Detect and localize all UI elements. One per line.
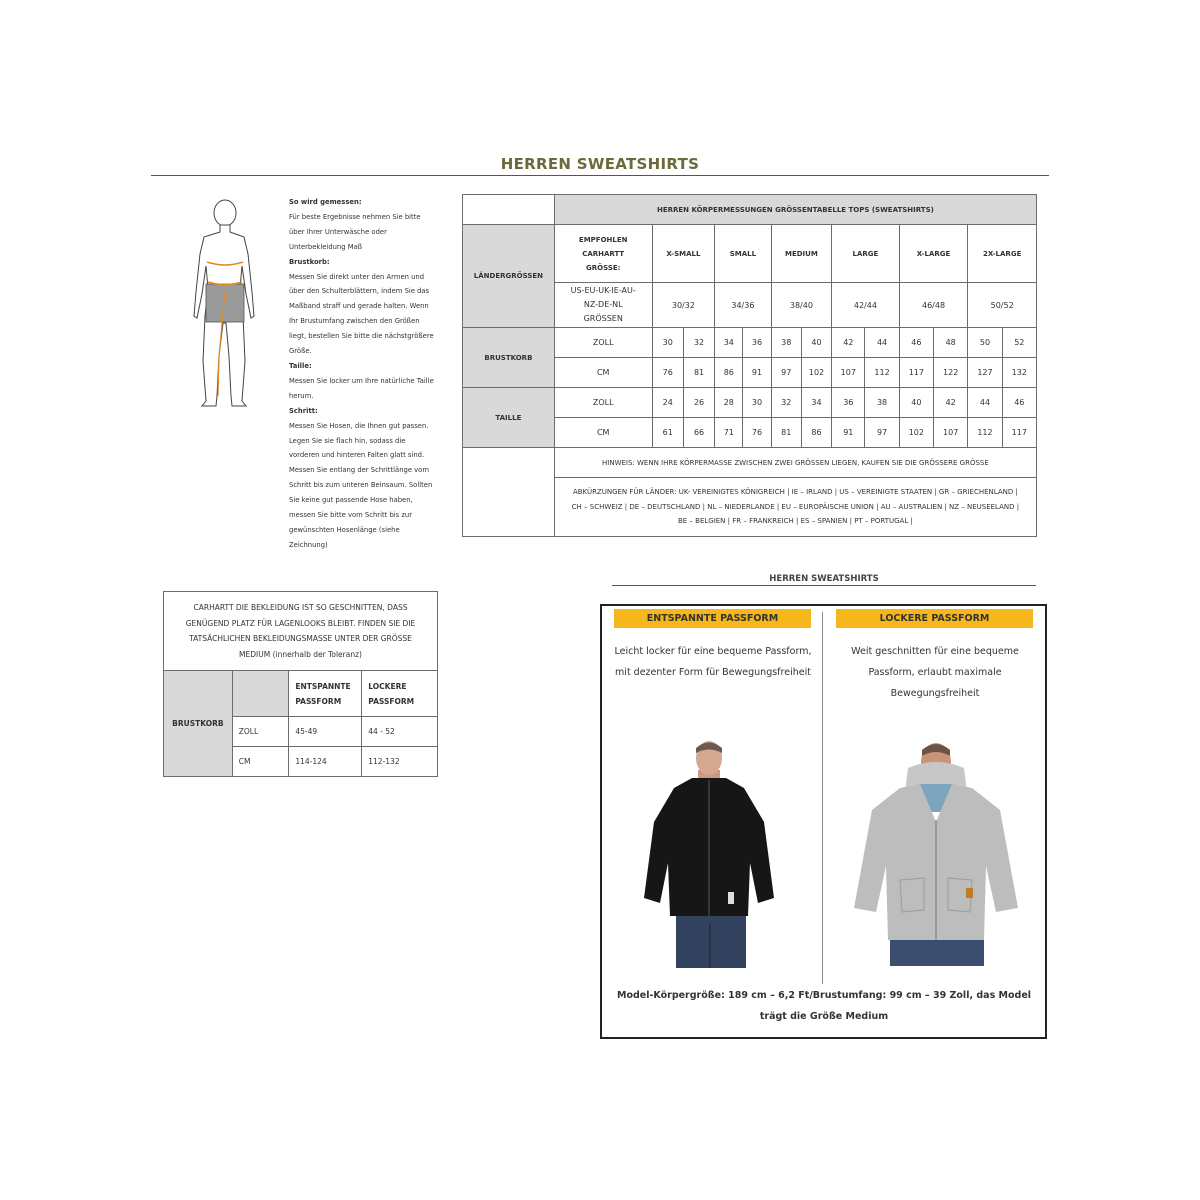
chest-inch-cell: 38	[771, 328, 801, 358]
waist-inch-cell: 24	[652, 388, 683, 418]
inseam-text: Messen Sie Hosen, die Ihnen gut passen. Legen Sie sie flach hin, sodass die vorderen und hinteren Falten glatt sind. Messen Sie entlang der Schrittlänge vom Schritt bis zum unteren Beinsaum. Sollten Sie keine gut passende Hose haben, messen Sie bitte vom Schritt bis zur gewünschten Hosenlänge (siehe Zeichnung)	[289, 421, 433, 549]
fit-column-divider	[822, 612, 823, 984]
loose-fit-model-image	[850, 740, 1025, 966]
chest-inch-row	[463, 328, 1037, 358]
fit-measurements-table	[163, 591, 438, 777]
relaxed-fit-title: ENTSPANNTE PASSFORM	[614, 609, 811, 628]
waist-inch-cell: 26	[683, 388, 714, 418]
size-note: HINWEIS: WENN IHRE KÖRPERMASSE ZWISCHEN ZWEI GRÖSSEN LIEGEN, KAUFEN SIE DIE GRÖSSERE GRÖSSE	[554, 448, 1036, 478]
chest-cm-cell: 117	[899, 358, 933, 388]
chest-cm-cell: 132	[1002, 358, 1036, 388]
waist-inch-cell: 44	[968, 388, 1002, 418]
chest-cm-cell: 112	[865, 358, 899, 388]
country-size-cell: 34/36	[715, 283, 771, 328]
waist-inch-cell: 34	[801, 388, 831, 418]
chest-inch-cell: 40	[801, 328, 831, 358]
waist-cm-cell: 97	[865, 418, 899, 448]
chest-inch-cell: 44	[865, 328, 899, 358]
chest-cm-cell: 127	[968, 358, 1002, 388]
size-header: SMALL	[715, 225, 771, 283]
chest-title: Brustkorb:	[289, 257, 330, 266]
relaxed-cm-cell: 114-124	[289, 747, 362, 777]
loose-fit-description: Weit geschnitten für eine bequeme Passform, erlaubt maximale Bewegungsfreiheit	[851, 646, 1019, 699]
waist-cm-cell: 71	[715, 418, 743, 448]
loose-cm-cell: 112-132	[362, 747, 438, 777]
country-size-label: US-EU-UK-IE-AU-NZ-DE-NL GRÖSSEN	[554, 283, 652, 328]
waist-cm-cell: 112	[968, 418, 1002, 448]
chest-cm-cell: 91	[743, 358, 771, 388]
size-header: MEDIUM	[771, 225, 832, 283]
chest-cm-cell: 76	[652, 358, 683, 388]
chest-cm-cell: 107	[832, 358, 865, 388]
chest-inch-cell: 42	[832, 328, 865, 358]
chest-inch-cell: 46	[899, 328, 933, 358]
size-header: X-SMALL	[652, 225, 715, 283]
title-rule	[151, 175, 1049, 176]
waist-cm-cell: 117	[1002, 418, 1036, 448]
waist-cm-cell: 102	[899, 418, 933, 448]
chest-text: Messen Sie direkt unter den Armen und über den Schulterblättern, indem Sie das Maßband straff und gerade halten. Wenn Ihr Brustumfang zwischen den Größen liegt, bestellen Sie bitte die nächstgrößere Größe.	[289, 272, 434, 356]
shorts-shape	[206, 284, 244, 322]
waist-inch-cell: 32	[771, 388, 801, 418]
waist-cm-cell: 91	[832, 418, 865, 448]
unit-label: ZOLL	[554, 328, 652, 358]
fit-unit-label: CM	[232, 747, 289, 777]
waist-inch-cell: 46	[1002, 388, 1036, 418]
fit-section-rule	[612, 585, 1036, 586]
note-spacer-cell	[463, 448, 555, 537]
body-measurement-figure	[188, 196, 264, 408]
chest-inch-cell: 50	[968, 328, 1002, 358]
unit-label: CM	[554, 418, 652, 448]
waist-label: TAILLE	[463, 388, 555, 448]
waist-cm-cell: 76	[743, 418, 771, 448]
chest-cm-cell: 97	[771, 358, 801, 388]
chest-inch-cell: 30	[652, 328, 683, 358]
chest-cm-cell: 86	[715, 358, 743, 388]
waist-inch-row	[463, 388, 1037, 418]
waist-cm-cell: 61	[652, 418, 683, 448]
country-size-cell: 50/52	[968, 283, 1037, 328]
relaxed-fit-description: Leicht locker für eine bequeme Passform, mit dezenter Form für Bewegungsfreiheit	[614, 646, 812, 678]
waist-inch-cell: 38	[865, 388, 899, 418]
chest-cm-cell: 102	[801, 358, 831, 388]
chest-label: BRUSTKORB	[463, 328, 555, 388]
waist-inch-cell: 30	[743, 388, 771, 418]
unit-label: CM	[554, 358, 652, 388]
chest-inch-cell: 34	[715, 328, 743, 358]
fit-section-title: HERREN SWEATSHIRTS	[769, 574, 879, 584]
waist-inch-cell: 40	[899, 388, 933, 418]
page-title: HERREN SWEATSHIRTS	[500, 155, 700, 173]
table-title: HERREN KÖRPERMESSUNGEN GRÖSSENTABELLE TOPS (SWEATSHIRTS)	[554, 195, 1036, 225]
size-header: LARGE	[832, 225, 900, 283]
chest-cm-cell: 81	[683, 358, 714, 388]
fit-unit-label: ZOLL	[232, 717, 289, 747]
chest-inch-cell: 48	[934, 328, 968, 358]
waist-inch-cell: 28	[715, 388, 743, 418]
country-size-cell: 38/40	[771, 283, 832, 328]
relaxed-inch-cell: 45-49	[289, 717, 362, 747]
country-sizes-label: LÄNDERGRÖSSEN	[463, 225, 555, 328]
waist-cm-cell: 66	[683, 418, 714, 448]
chest-cm-cell: 122	[934, 358, 968, 388]
loose-fit-header: LOCKERE PASSFORM	[362, 671, 438, 717]
chest-inch-cell: 36	[743, 328, 771, 358]
size-header: 2X-LARGE	[968, 225, 1037, 283]
country-size-cell: 46/48	[899, 283, 968, 328]
size-header: X-LARGE	[899, 225, 968, 283]
fit-unit-header	[232, 671, 289, 717]
waist-text: Messen Sie locker um Ihre natürliche Taille herum.	[289, 376, 434, 400]
waist-cm-cell: 107	[934, 418, 968, 448]
waist-cm-cell: 81	[771, 418, 801, 448]
country-abbreviations: ABKÜRZUNGEN FÜR LÄNDER: UK- VEREINIGTES KÖNIGREICH | IE – IRLAND | US – VEREINIGTE STAATEN | GR – GRIECHENLAND | CH – SCHWEIZ | DE – DEUTSCHLAND | NL – NIEDERLANDE | EU – EUROPÄISCHE UNION | AU – AUSTRALIEN | NZ – NEUSEELAND | BE – BELGIEN | FR – FRANKREICH | ES – SPANIEN | PT – PORTUGAL |	[554, 478, 1036, 537]
how-title: So wird gemessen:	[289, 198, 362, 206]
country-size-cell: 42/44	[832, 283, 900, 328]
chest-inch-cell: 32	[683, 328, 714, 358]
fit-intro: CARHARTT DIE BEKLEIDUNG IST SO GESCHNITTEN, DASS GENÜGEND PLATZ FÜR LAGENLOOKS BLEIBT. FINDEN SIE DIE TATSÄCHLICHEN BEKLEIDUNGSMASSE UNTER DER GRÖSSE MEDIUM (innerhalb der Toleranz)	[164, 592, 438, 671]
waist-inch-cell: 42	[934, 388, 968, 418]
waist-inch-cell: 36	[832, 388, 865, 418]
model-size-note: Model-Körpergröße: 189 cm – 6,2 Ft/Brustumfang: 99 cm – 39 Zoll, das Model trägt die Größe Medium	[616, 990, 1032, 1022]
corner-cell	[463, 195, 555, 225]
country-size-cell: 30/32	[652, 283, 715, 328]
loose-inch-cell: 44 - 52	[362, 717, 438, 747]
how-text: Für beste Ergebnisse nehmen Sie bitte über Ihrer Unterwäsche oder Unterbekleidung Maß	[289, 212, 421, 251]
measuring-instructions	[289, 195, 437, 553]
unit-label: ZOLL	[554, 388, 652, 418]
waist-cm-cell: 86	[801, 418, 831, 448]
chest-inch-cell: 52	[1002, 328, 1036, 358]
size-chart-table	[462, 194, 1037, 537]
relaxed-fit-header: ENTSPANNTE PASSFORM	[289, 671, 362, 717]
loose-fit-title: LOCKERE PASSFORM	[836, 609, 1033, 628]
waist-title: Taille:	[289, 361, 312, 370]
recommended-size-label: EMPFOHLEN CARHARTT GRÖSSE:	[554, 225, 652, 283]
fit-chest-label: BRUSTKORB	[164, 671, 233, 777]
inseam-title: Schritt:	[289, 406, 318, 415]
relaxed-fit-model-image	[640, 738, 780, 968]
